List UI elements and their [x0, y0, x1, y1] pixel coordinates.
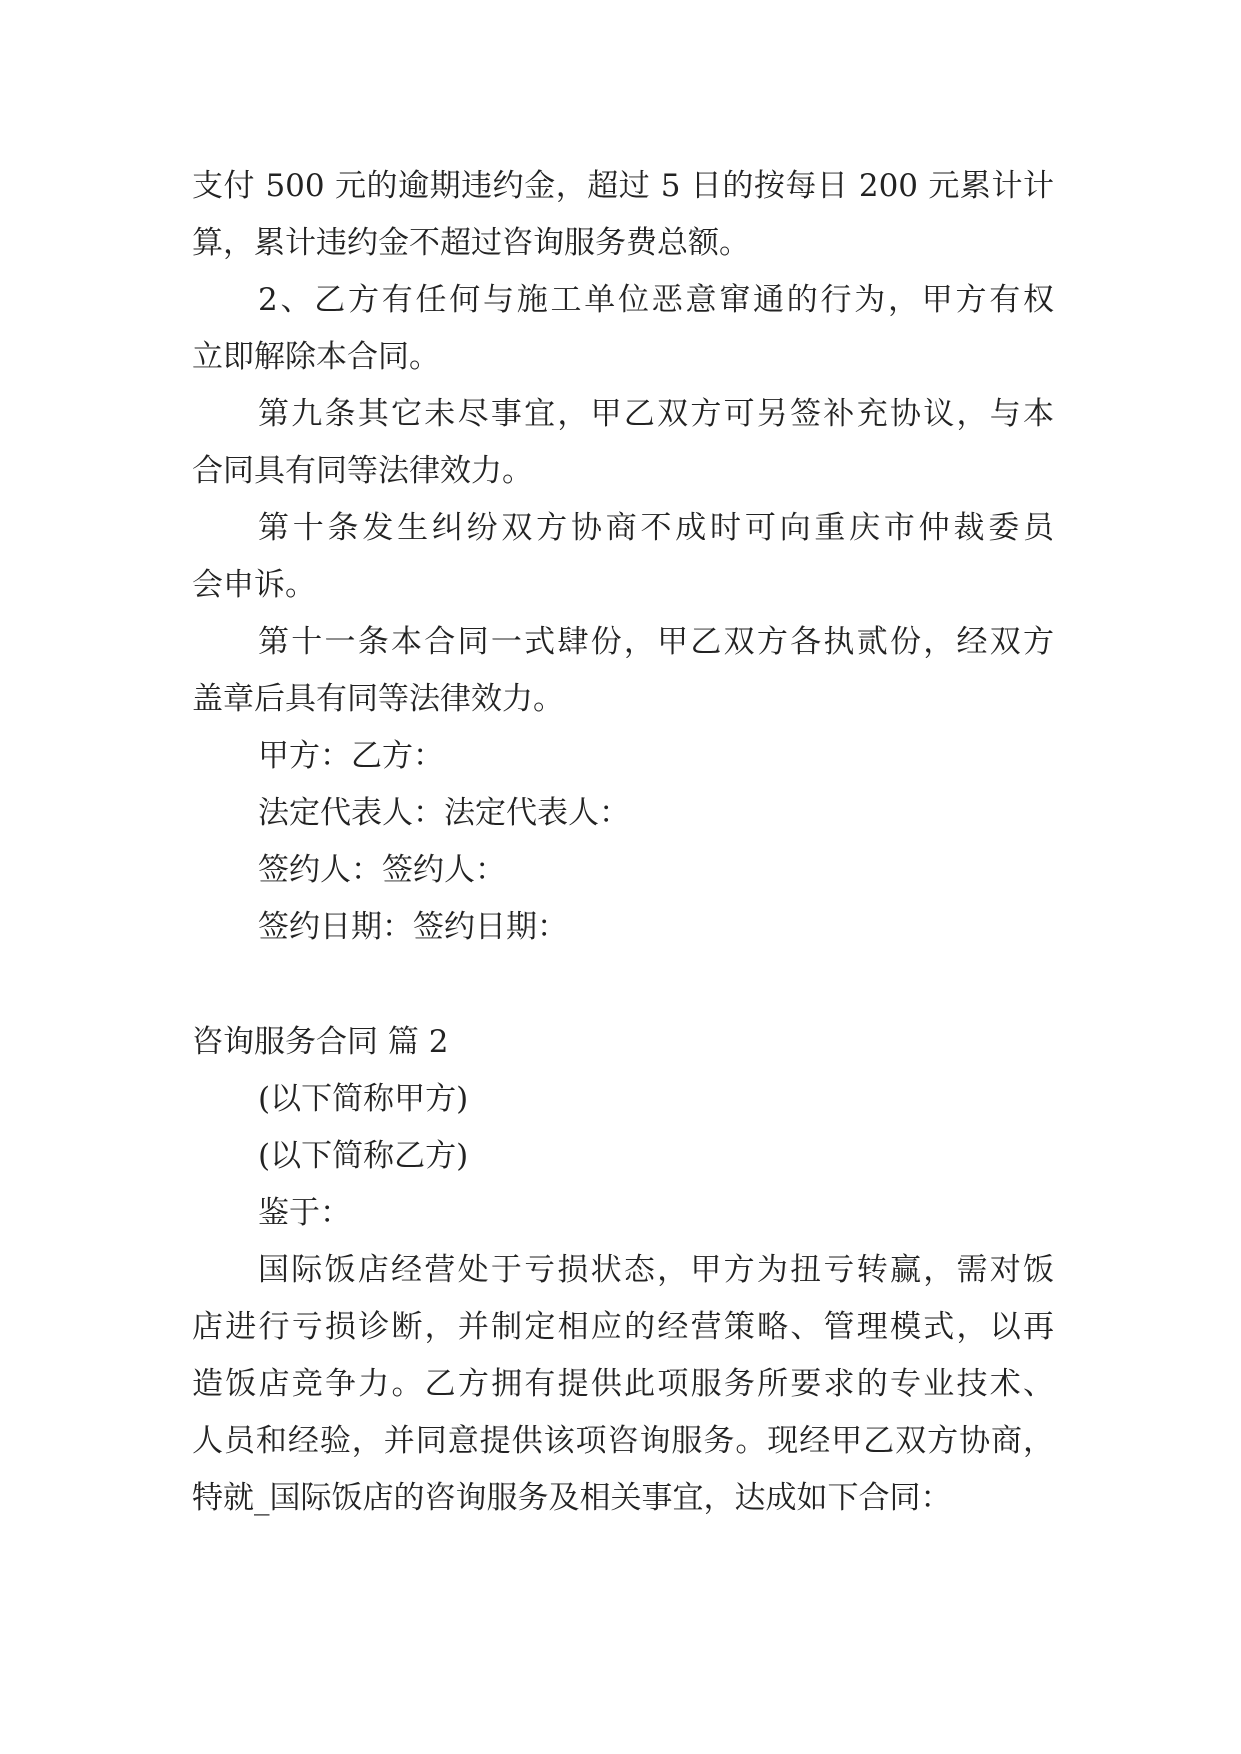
section-title: 咨询服务合同 篇 2	[192, 1024, 449, 1060]
signature-party-line: 甲方：乙方：	[258, 738, 444, 774]
paragraph-line: 特就_国际饭店的咨询服务及相关事宜，达成如下合同：	[192, 1480, 952, 1516]
paragraph-line: 立即解除本合同。	[192, 339, 440, 375]
paragraph-line: 2、乙方有任何与施工单位恶意窜通的行为，甲方有权	[258, 282, 1054, 318]
paragraph-line: 支付 500 元的逾期违约金，超过 5 日的按每日 200 元累计计	[192, 168, 1054, 204]
paragraph-line: 算，累计违约金不超过咨询服务费总额。	[192, 225, 750, 261]
paragraph-line: 第十一条本合同一式肆份，甲乙双方各执贰份，经双方	[258, 624, 1054, 660]
paragraph-line: 店进行亏损诊断，并制定相应的经营策略、管理模式，以再	[192, 1309, 1054, 1345]
whereas-label: 鉴于：	[258, 1195, 351, 1231]
paragraph-line: 第十条发生纠纷双方协商不成时可向重庆市仲裁委员	[258, 510, 1054, 546]
paragraph-line: 盖章后具有同等法律效力。	[192, 681, 564, 717]
party-b-note: (以下简称乙方)	[258, 1138, 469, 1174]
paragraph-line: 人员和经验，并同意提供该项咨询服务。现经甲乙双方协商，	[192, 1423, 1054, 1459]
paragraph-line: 合同具有同等法律效力。	[192, 453, 533, 489]
paragraph-line: 国际饭店经营处于亏损状态，甲方为扭亏转赢，需对饭	[258, 1252, 1054, 1288]
signature-date-line: 签约日期：签约日期：	[258, 909, 568, 945]
paragraph-line: 会申诉。	[192, 567, 316, 603]
party-a-note: (以下简称甲方)	[258, 1081, 469, 1117]
signature-signer-line: 签约人：签约人：	[258, 852, 506, 888]
paragraph-line: 造饭店竞争力。乙方拥有提供此项服务所要求的专业技术、	[192, 1366, 1054, 1402]
paragraph-line: 第九条其它未尽事宜，甲乙双方可另签补充协议，与本	[258, 396, 1054, 432]
signature-rep-line: 法定代表人：法定代表人：	[258, 795, 630, 831]
